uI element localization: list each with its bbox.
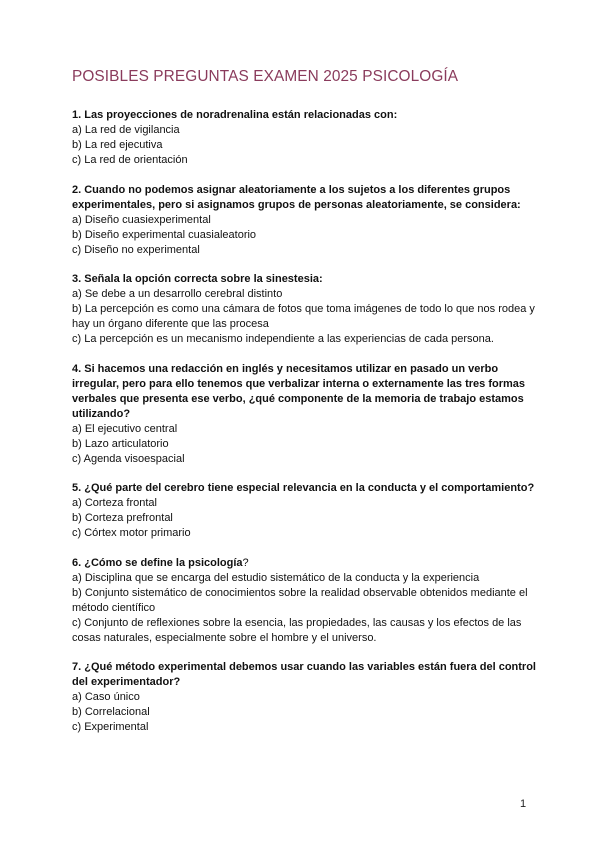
answer-options <box>72 213 542 258</box>
answer-option: c) La red de orientación <box>72 154 188 166</box>
question-text <box>72 556 542 571</box>
question-item <box>72 481 542 541</box>
answer-option: b) La percepción es como una cámara de fotos que toma imágenes de todo lo que nos rodea y hay un órgano diferente que las procesa <box>72 303 535 330</box>
answer-options <box>72 571 542 646</box>
answer-options <box>72 496 542 541</box>
answer-options <box>72 123 542 168</box>
question-item <box>72 660 542 735</box>
question-text: 3. Señala la opción correcta sobre la sinestesia: <box>72 273 323 285</box>
document-title: POSIBLES PREGUNTAS EXAMEN 2025 PSICOLOGÍA <box>72 68 459 85</box>
answer-options <box>72 422 542 467</box>
answer-option: a) Disciplina que se encarga del estudio sistemático de la conducta y la experiencia <box>72 571 480 584</box>
answer-option: c) Diseño no experimental <box>72 243 200 256</box>
answer-option: c) Córtex motor primario <box>72 527 191 539</box>
question-text-main: 6. ¿Cómo se define la psicología <box>72 556 243 569</box>
answer-option: b) Diseño experimental cuasialeatorio <box>72 228 257 241</box>
answer-option: a) La red de vigilancia <box>72 124 180 136</box>
question-text: 2. Cuando no podemos asignar aleatoriamente a los sujetos a los diferentes grupos experimentales, pero si asignamos grupos de personas aleatoriamente, se considera: <box>72 183 521 211</box>
question-item <box>72 362 542 467</box>
question-item <box>72 183 542 258</box>
answer-option: c) Experimental <box>72 721 149 733</box>
answer-option: b) Conjunto sistemático de conocimientos sobre la realidad observable obtenidos mediante el método científico <box>72 586 528 614</box>
question-item <box>72 272 542 347</box>
answer-option: c) La percepción es un mecanismo independiente a las experiencias de cada persona. <box>72 333 494 345</box>
question-item <box>72 556 542 646</box>
answer-option: b) Corteza prefrontal <box>72 512 173 524</box>
question-text: 4. Si hacemos una redacción en inglés y necesitamos utilizar en pasado un verbo irregular, pero para ello tenemos que verbalizar interna o externamente las tres formas verbales que presenta ese verbo, ¿qué componente de la memoria de trabajo estamos utilizando? <box>72 362 526 420</box>
answer-options <box>72 690 542 735</box>
answer-options <box>72 287 542 347</box>
page-number: 1 <box>520 798 527 810</box>
answer-option: c) Agenda visoespacial <box>72 452 185 465</box>
question-text-tail: ? <box>242 556 249 569</box>
answer-option: a) El ejecutivo central <box>72 422 178 435</box>
answer-option: b) Correlacional <box>72 706 150 718</box>
answer-option: b) La red ejecutiva <box>72 139 163 151</box>
answer-option: a) Se debe a un desarrollo cerebral distinto <box>72 288 283 300</box>
question-text: 7. ¿Qué método experimental debemos usar cuando las variables están fuera del control del experimentador? <box>72 661 536 688</box>
answer-option: c) Conjunto de reflexiones sobre la esencia, las propiedades, las causas y los efectos de las cosas naturales, especialmente sobre el hombre y el universo. <box>72 616 522 644</box>
answer-option: a) Diseño cuasiexperimental <box>72 213 211 226</box>
question-list <box>72 108 542 750</box>
answer-option: a) Corteza frontal <box>72 497 157 509</box>
question-item <box>72 108 542 168</box>
answer-option: a) Caso único <box>72 691 140 703</box>
question-text: 5. ¿Qué parte del cerebro tiene especial relevancia en la conducta y el comportamiento? <box>72 482 535 494</box>
question-text: 1. Las proyecciones de noradrenalina están relacionadas con: <box>72 109 398 121</box>
answer-option: b) Lazo articulatorio <box>72 437 169 450</box>
